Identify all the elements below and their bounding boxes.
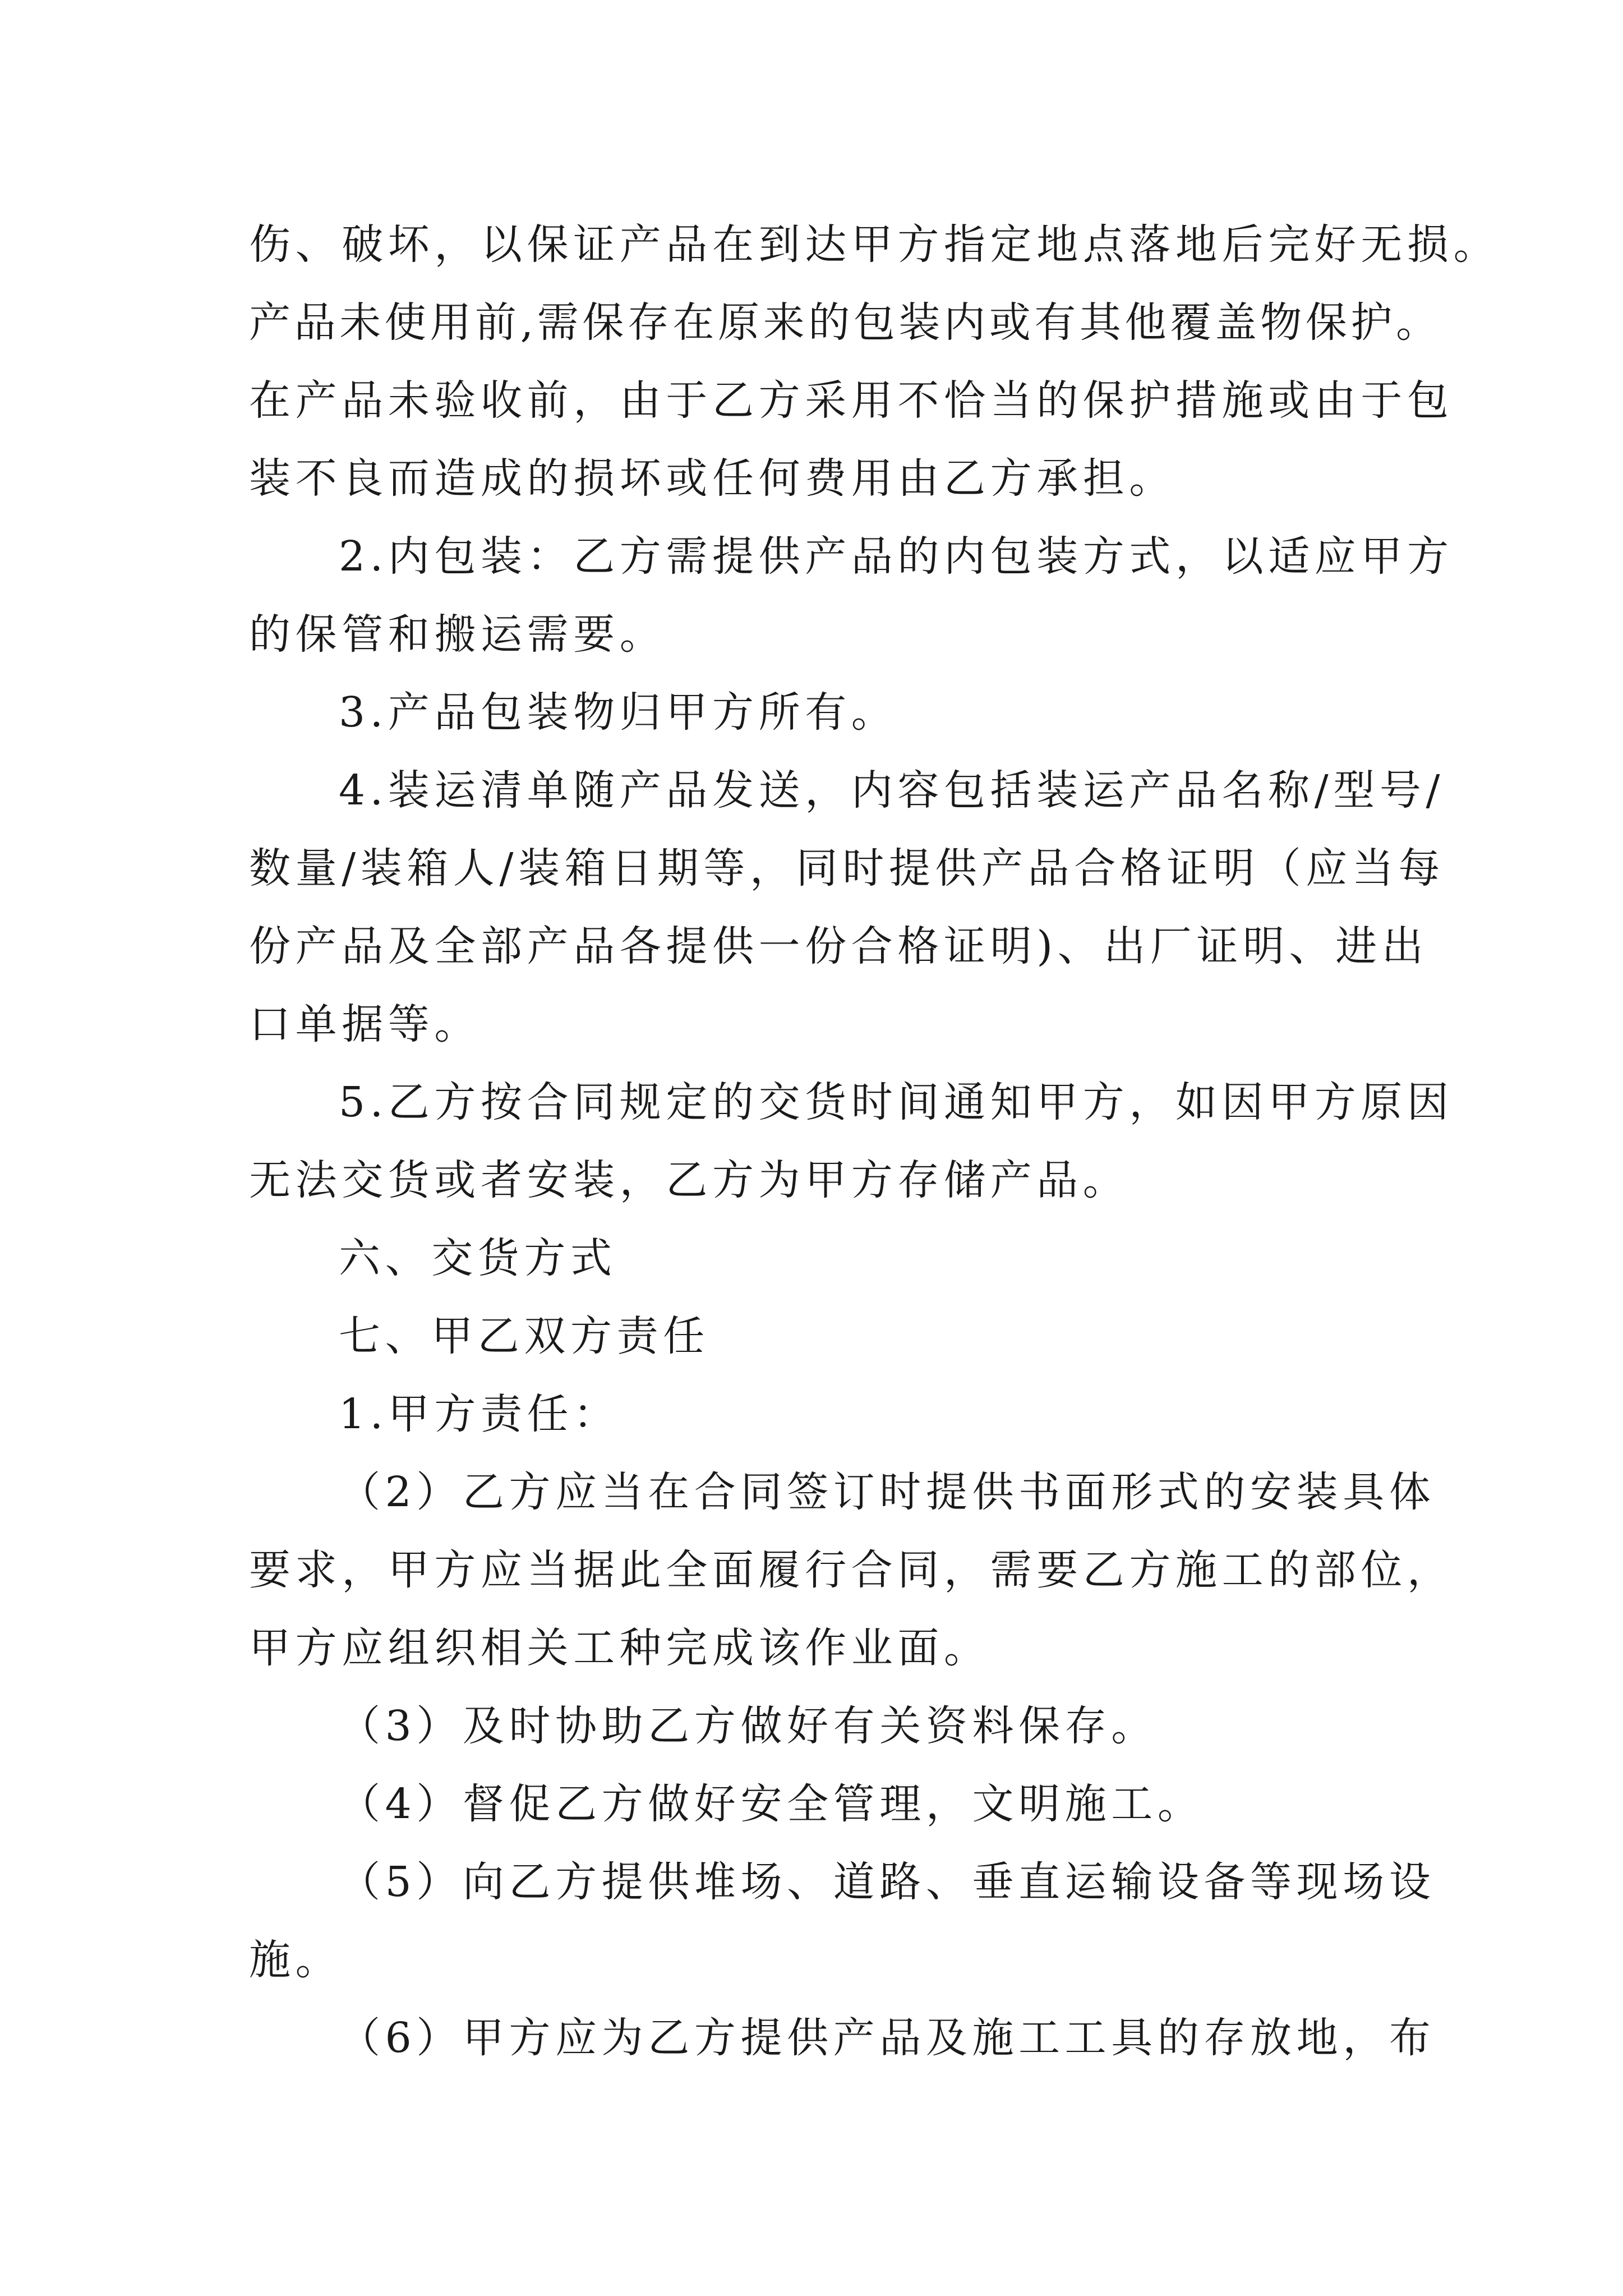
text-line: （2）乙方应当在合同签订时提供书面形式的安装具体 [339,1468,1436,1516]
text-line: 5.乙方按合同规定的交货时间通知甲方，如因甲方原因 [339,1078,1454,1126]
text-line: 要求，甲方应当据此全面履行合同，需要乙方施工的部位， [249,1546,1454,1594]
text-line: 口单据等。 [249,1000,481,1048]
text-line: 3.产品包装物归甲方所有。 [339,688,898,737]
text-line: 的保管和搬运需要。 [249,610,666,659]
section-heading: 七、甲乙双方责任 [339,1312,709,1360]
text-line: （6）甲方应为乙方提供产品及施工工具的存放地，布 [339,2014,1436,2062]
text-line: 份产品及全部产品各提供一份合格证明)、出厂证明、进出 [249,922,1428,970]
text-line: 2.内包装：乙方需提供产品的内包装方式，以适应甲方 [339,532,1454,581]
text-line: 产品未使用前,需保存在原来的包装内或有其他覆盖物保护。 [249,298,1441,347]
text-line: （3）及时协助乙方做好有关资料保存。 [339,1702,1158,1750]
section-heading: 六、交货方式 [339,1234,617,1282]
text-line: （5）向乙方提供堆场、道路、垂直运输设备等现场设 [339,1858,1436,1906]
text-line: 装不良而造成的损坏或任何费用由乙方承担。 [249,454,1175,503]
text-line: 甲方应组织相关工种完成该作业面。 [249,1624,990,1672]
subsection-heading: 1.甲方责任： [339,1390,620,1438]
text-line: （4）督促乙方做好安全管理，文明施工。 [339,1780,1204,1828]
text-line: 数量/装箱人/装箱日期等，同时提供产品合格证明（应当每 [249,844,1445,892]
text-line: 在产品未验收前，由于乙方采用不恰当的保护措施或由于包 [249,376,1454,425]
text-line: 4.装运清单随产品发送，内容包括装运产品名称/型号/ [339,766,1445,815]
text-line: 施。 [249,1936,342,1984]
text-line: 无法交货或者安装，乙方为甲方存储产品。 [249,1156,1129,1204]
text-line: 伤、破坏，以保证产品在到达甲方指定地点落地后完好无损。 [249,220,1500,269]
